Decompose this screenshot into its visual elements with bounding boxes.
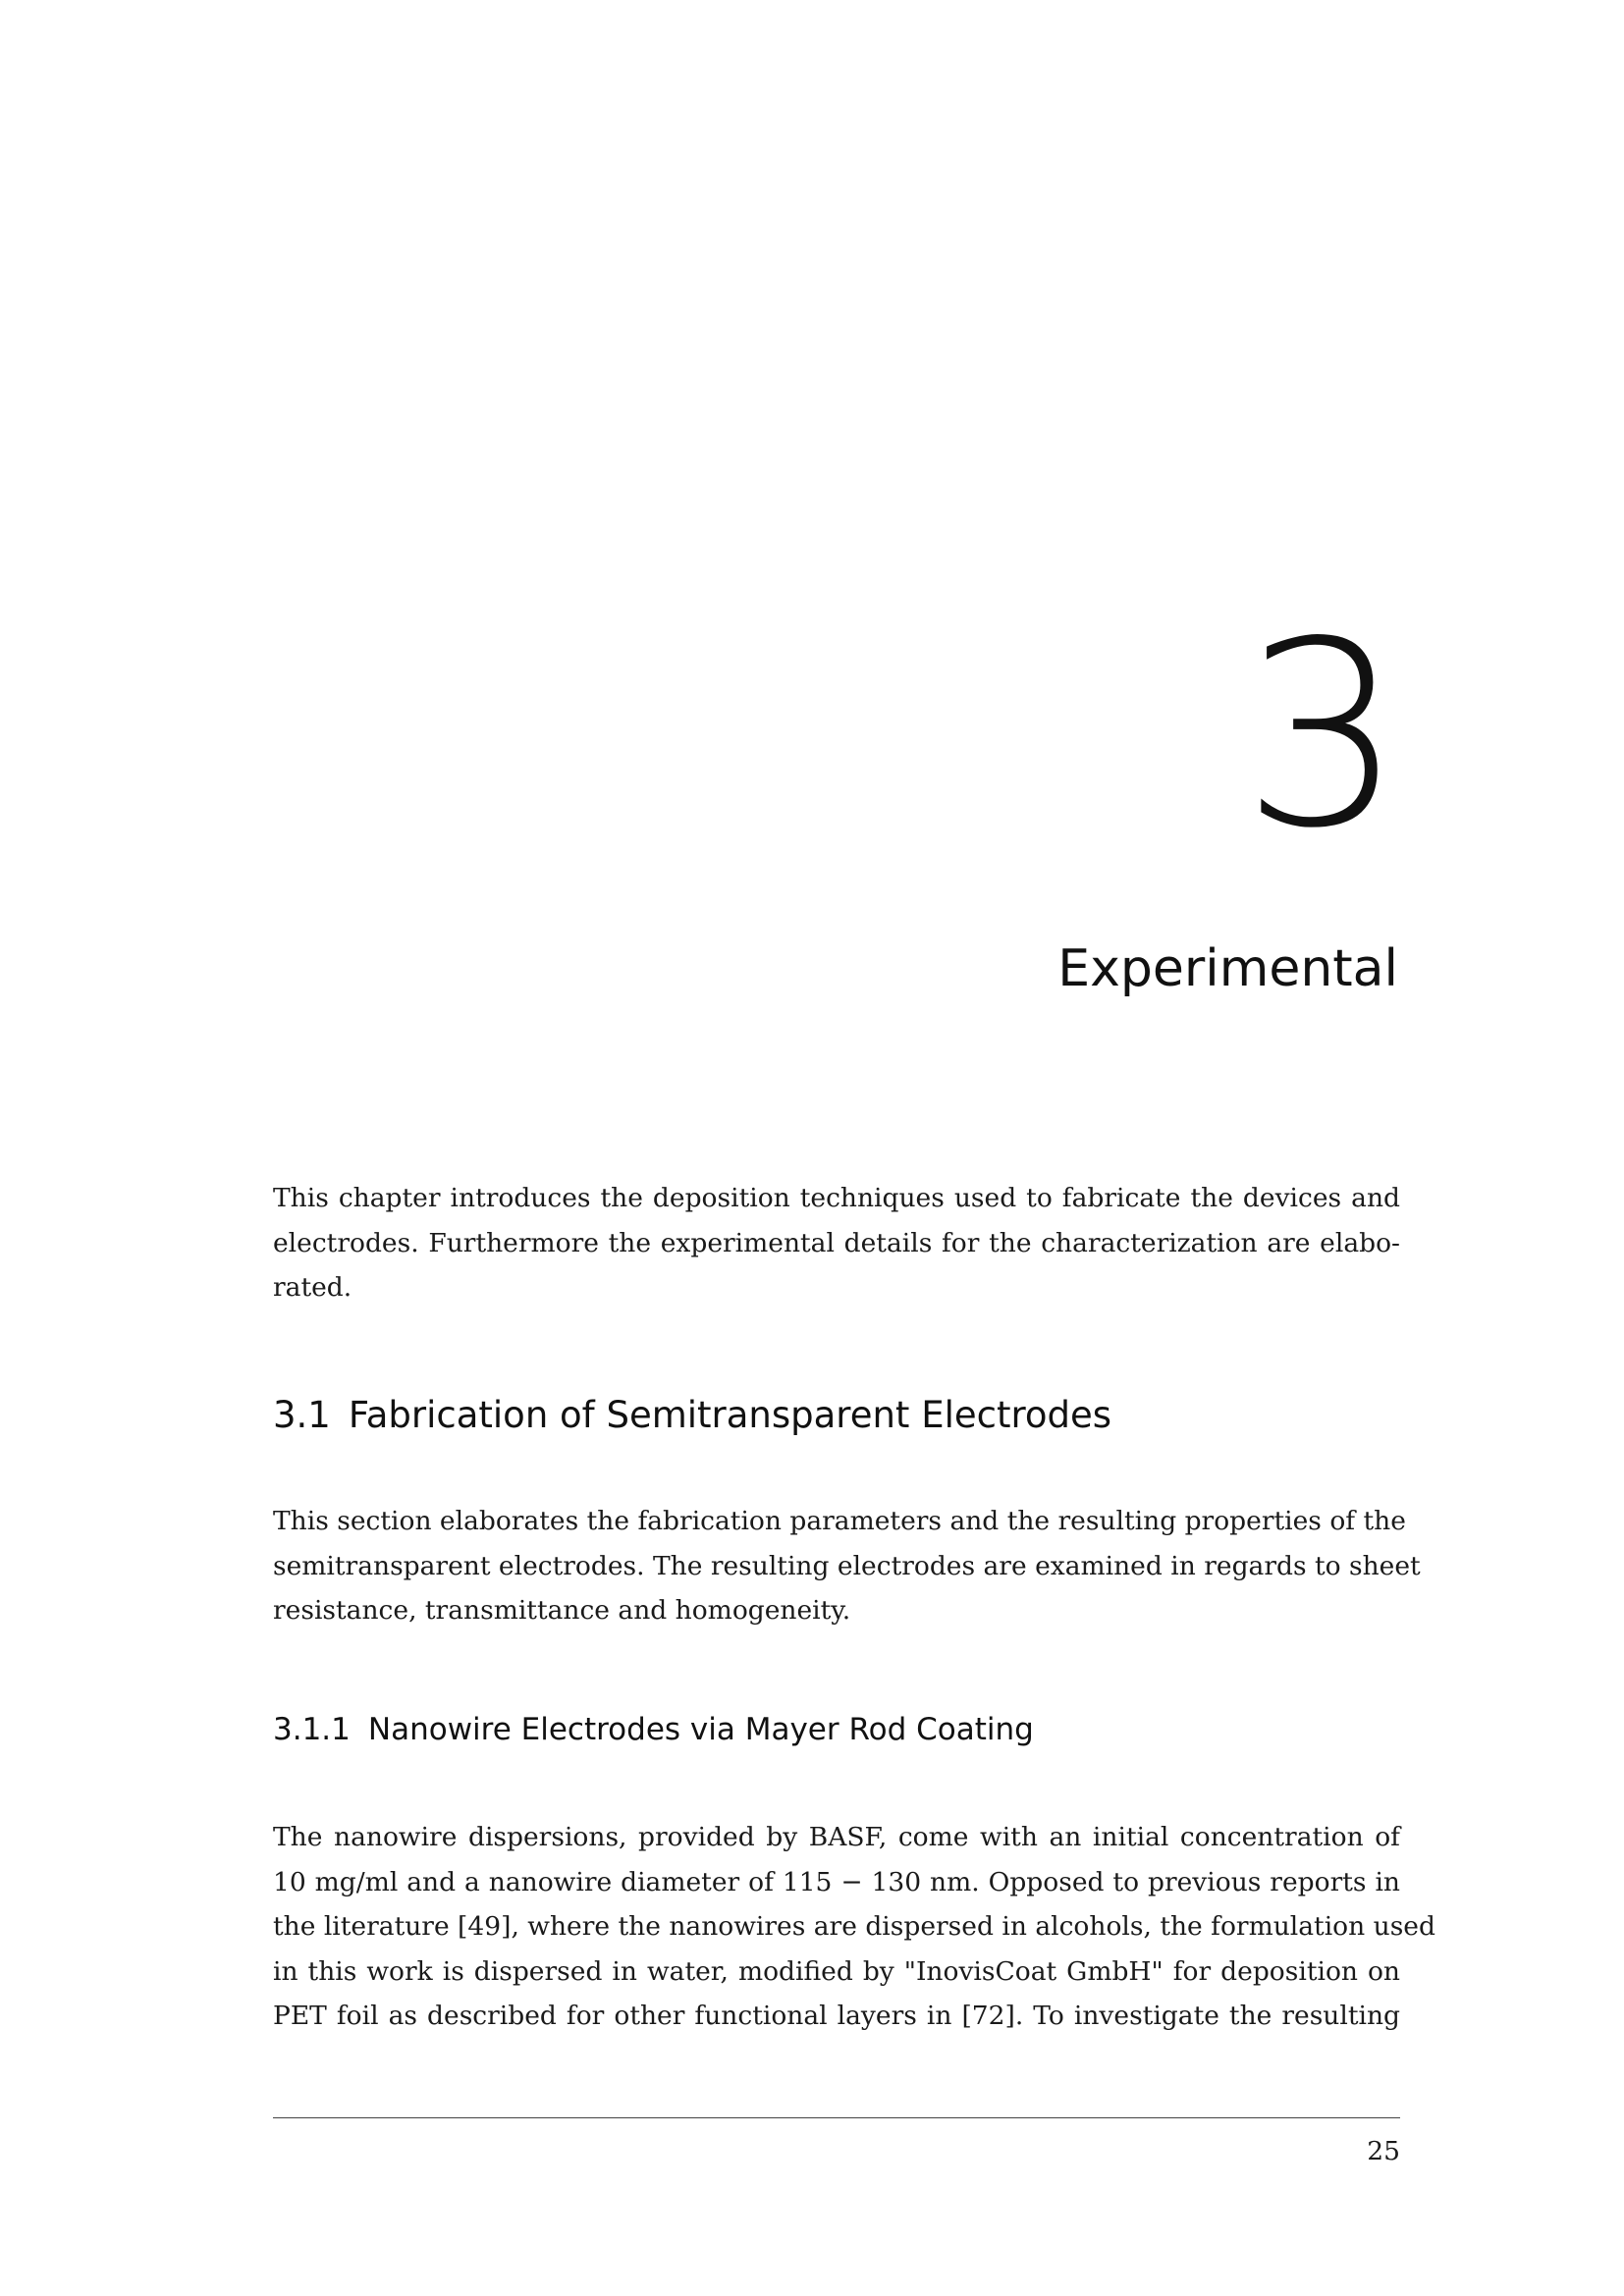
subsection-line: The nanowire dispersions, provided by BASF, come with an initial concentration of xyxy=(273,1822,1400,1852)
section-title: Fabrication of Semitransparent Electrodes xyxy=(348,1394,1112,1436)
chapter-number: 3 xyxy=(1241,588,1400,884)
intro-line: electrodes. Furthermore the experimental details for the characterization are elabo- xyxy=(273,1227,1400,1258)
subsection-number: 3.1.1 xyxy=(273,1712,351,1747)
intro-line: rated. xyxy=(273,1272,352,1303)
subsection-line: the literature [49], where the nanowires are dispersed in alcohols, the formulation used xyxy=(273,1911,1435,1942)
subsection-heading xyxy=(273,1710,1034,1749)
footer-rule xyxy=(273,2117,1400,2118)
page-number: 25 xyxy=(1367,2136,1400,2166)
subsection-line: in this work is dispersed in water, modified by "InovisCoat GmbH" for deposition on xyxy=(273,1955,1400,1987)
subsection-line: PET foil as described for other functional layers in [72]. To investigate the resulting xyxy=(273,2001,1400,2031)
section-line: resistance, transmittance and homogeneity. xyxy=(273,1595,851,1626)
section-paragraph xyxy=(273,1499,1421,1633)
chapter-title: Experimental xyxy=(1057,939,1398,998)
subsection-title: Nanowire Electrodes via Mayer Rod Coating xyxy=(367,1712,1034,1747)
section-line: This section elaborates the fabrication parameters and the resulting properties of the xyxy=(273,1506,1406,1536)
section-line: semitransparent electrodes. The resulting electrodes are examined in regards to sheet xyxy=(273,1550,1421,1581)
section-heading xyxy=(273,1392,1111,1439)
intro-paragraph xyxy=(273,1176,1400,1310)
intro-line: This chapter introduces the deposition techniques used to fabricate the devices and xyxy=(273,1183,1400,1213)
subsection-line: 10 mg/ml and a nanowire diameter of 115 − 130 nm. Opposed to previous reports in xyxy=(273,1866,1400,1897)
section-number: 3.1 xyxy=(273,1394,331,1436)
subsection-paragraph xyxy=(273,1815,1435,2039)
